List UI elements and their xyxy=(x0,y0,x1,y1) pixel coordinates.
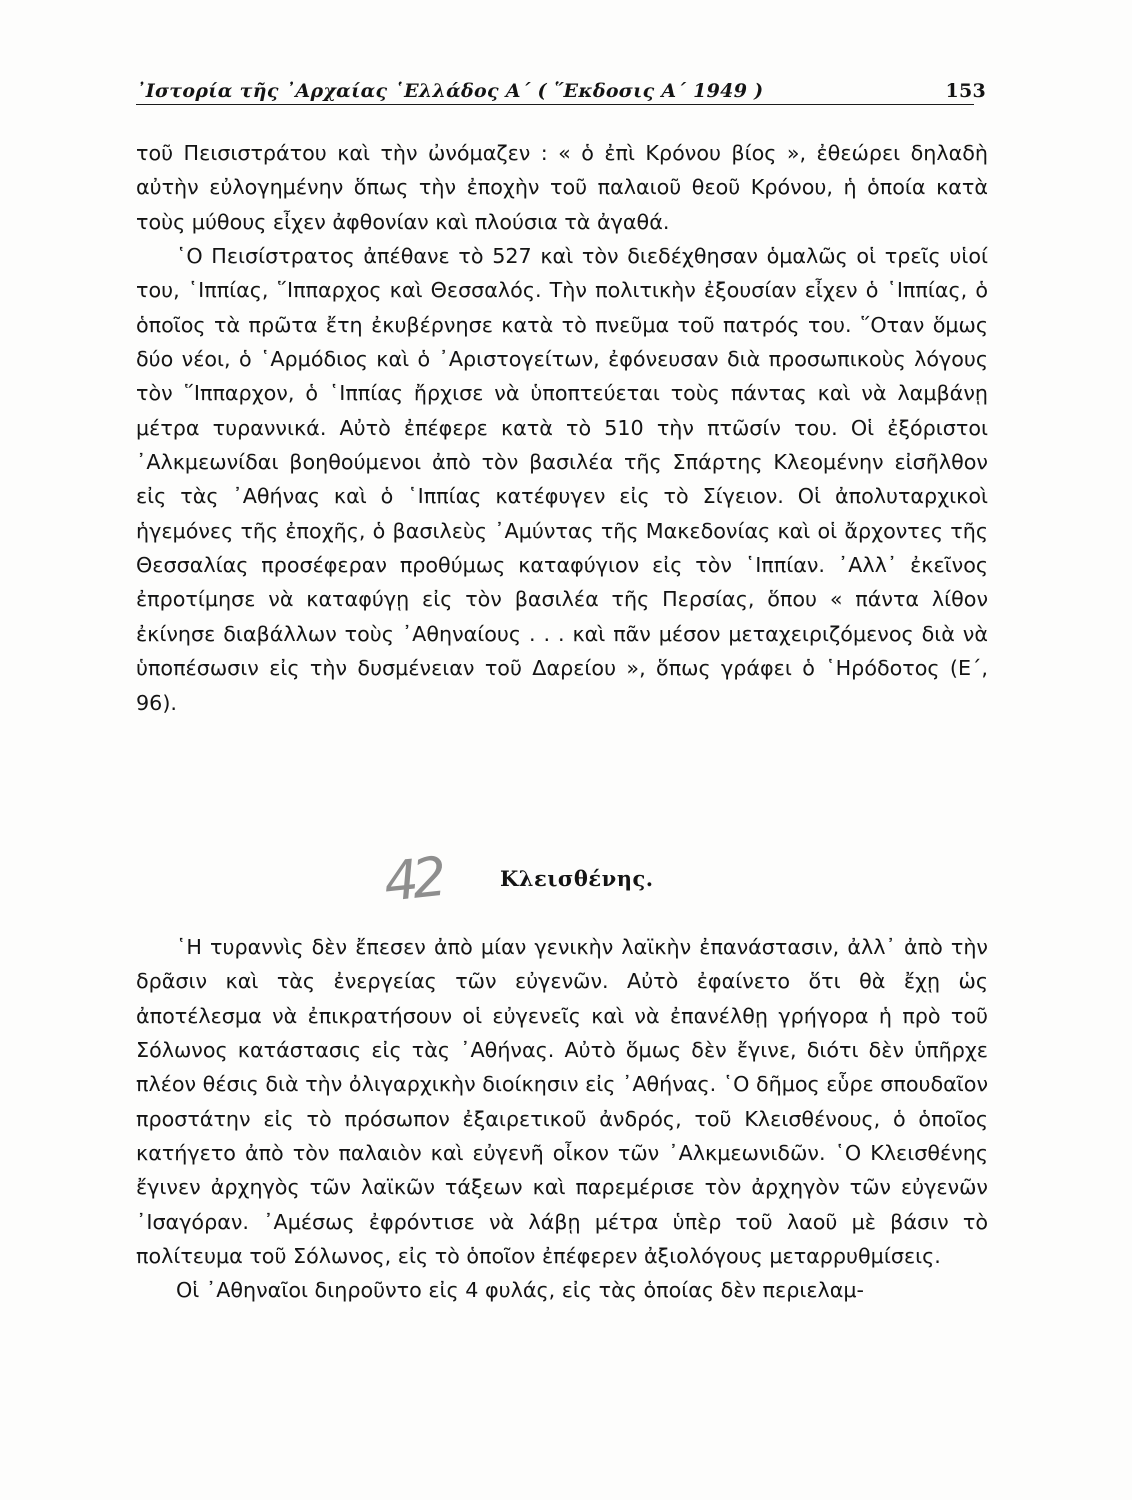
running-header xyxy=(136,74,986,102)
section-heading: Κλεισθένης. xyxy=(500,866,654,891)
running-title: ᾽Ιστορία τῆς ᾽Αρχαίας ῾Ελλάδος Α΄ ( ῞Εκδοσις Α΄ 1949 ) xyxy=(136,80,764,102)
paragraph: ῾Η τυραννὶς δὲν ἔπεσεν ἀπὸ μίαν γενικὴν λαϊκὴν ἐπανάστασιν, ἀλλ᾽ ἀπὸ τὴν δρᾶσιν καὶ τὰς ἐνεργείας τῶν εὐγενῶν. Αὐτὸ ἐφαίνετο ὅτι θὰ ἔχῃ ὡς ἀποτέλεσμα νὰ ἐπικρατήσουν οἱ εὐγενεῖς καὶ νὰ ἐπανέλθῃ γρήγορα ἡ πρὸ τοῦ Σόλωνος κατάστασις εἰς τὰς ᾽Αθήνας. Αὐτὸ ὅμως δὲν ἔγινε, διότι δὲν ὑπῆρχε πλέον θέσις διὰ τὴν ὀλιγαρχικὴν διοίκησιν εἰς ᾽Αθήνας. ῾Ο δῆμος εὗρε σπουδαῖον προστάτην εἰς τὸ πρόσωπον ἐξαιρετικοῦ ἀνδρός, τοῦ Κλεισθένους, ὁ ὁποῖος κατήγετο ἀπὸ τὸν παλαιὸν καὶ εὐγενῆ οἶκον τῶν ᾽Αλκμεωνιδῶν. ῾Ο Κλεισθένης ἔγινεν ἀρχηγὸς τῶν λαϊκῶν τάξεων καὶ παρεμέρισε τὸν ἀρχηγὸν τῶν εὐγενῶν ᾽Ισαγόραν. ᾽Αμέσως ἐφρόντισε νὰ λάβῃ μέτρα ὑπὲρ τοῦ λαοῦ μὲ βάσιν τὸ πολίτευμα τοῦ Σόλωνος, εἰς τὸ ὁποῖον ἐπέφερεν ἀξιολόγους μεταρρυθμίσεις. xyxy=(136,935,988,1269)
body-text-before-heading xyxy=(136,136,988,720)
handwritten-margin-note: 42 xyxy=(380,845,444,914)
paragraph: τοῦ Πεισιστράτου καὶ τὴν ὠνόμαζεν : « ὁ ἐπὶ Κρόνου βίος », ἐθεώρει δηλαδὴ αὐτὴν εὐλογημένην ὅπως τὴν ἐποχὴν τοῦ παλαιοῦ θεοῦ Κρόνου, ἡ ὁποία κατὰ τοὺς μύθους εἶχεν ἀφθονίαν καὶ πλούσια τὰ ἀγαθά. xyxy=(136,141,988,234)
paragraph: ῾Ο Πεισίστρατος ἀπέθανε τὸ 527 καὶ τὸν διεδέχθησαν ὁμαλῶς οἱ τρεῖς υἱοί του, ῾Ιππίας, ῞Ιππαρχος καὶ Θεσσαλός. Τὴν πολιτικὴν ἐξουσίαν εἶχεν ὁ ῾Ιππίας, ὁ ὁποῖος τὰ πρῶτα ἔτη ἐκυβέρνησε κατὰ τὸ πνεῦμα τοῦ πατρός του. ῞Οταν ὅμως δύο νέοι, ὁ ῾Αρμόδιος καὶ ὁ ᾽Αριστογείτων, ἐφόνευσαν διὰ προσωπικοὺς λόγους τὸν ῞Ιππαρχον, ὁ ῾Ιππίας ἤρχισε νὰ ὑποπτεύεται τοὺς πάντας καὶ νὰ λαμβάνῃ μέτρα τυραννικά. Αὐτὸ ἐπέφερε κατὰ τὸ 510 τὴν πτῶσίν του. Οἱ ἐξόριστοι ᾽Αλκμεωνίδαι βοηθούμενοι ἀπὸ τὸν βασιλέα τῆς Σπάρτης Κλεομένην εἰσῆλθον εἰς τὰς ᾽Αθήνας καὶ ὁ ῾Ιππίας κατέφυγεν εἰς τὸ Σίγειον. Οἱ ἀπολυταρχικοὶ ἡγεμόνες τῆς ἐποχῆς, ὁ βασιλεὺς ᾽Αμύντας τῆς Μακεδονίας καὶ οἱ ἄρχοντες τῆς Θεσσαλίας προσέφεραν προθύμως καταφύγιον εἰς τὸν ῾Ιππίαν. ᾽Αλλ᾽ ἐκεῖνος ἐπροτίμησε νὰ καταφύγῃ εἰς τὸν βασιλέα τῆς Περσίας, ὅπου « πάντα λίθον ἐκίνησε διαβάλλων τοὺς ᾽Αθηναίους . . . καὶ πᾶν μέσον μεταχειριζόμενος διὰ νὰ ὑποπέσωσιν εἰς τὴν δυσμένειαν τοῦ Δαρείου », ὅπως γράφει ὁ ῾Ηρόδοτος (Ε΄, 96). xyxy=(136,244,988,715)
paragraph: Οἱ ᾽Αθηναῖοι διηροῦντο εἰς 4 φυλάς, εἰς τὰς ὁποίας δὲν περιελαμ- xyxy=(176,1278,865,1303)
page-number: 153 xyxy=(945,80,986,102)
header-rule xyxy=(136,104,974,105)
body-text-after-heading xyxy=(136,930,988,1308)
